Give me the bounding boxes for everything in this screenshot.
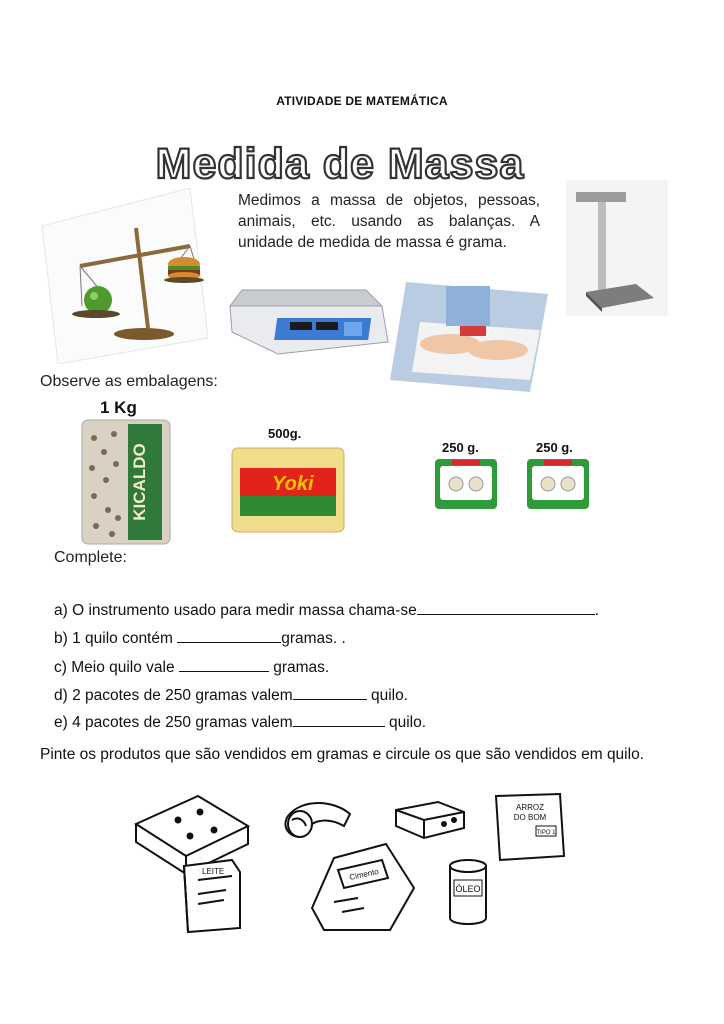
small-package-image-b [526, 458, 590, 510]
question-e-text: e) 4 pacotes de 250 gramas valem [54, 714, 293, 731]
question-b-text: b) 1 quilo contém [54, 630, 173, 647]
bean-bag-brand: KICALDO [130, 443, 149, 521]
small-package-image-a [434, 458, 498, 510]
document-header: ATIVIDADE DE MATEMÁTICA [276, 94, 448, 108]
question-e-tail: quilo. [388, 714, 427, 731]
question-a [54, 600, 599, 620]
exercise-prompt: Complete: [54, 549, 127, 566]
svg-text:TIPO 1: TIPO 1 [536, 830, 556, 836]
rice-bag-drawing[interactable] [496, 794, 564, 860]
question-e [54, 712, 426, 732]
package-weight-250g-b: 250 g. [536, 440, 573, 455]
platform-scale-image [566, 180, 668, 316]
question-b [54, 628, 346, 648]
question-e-blank[interactable] [293, 712, 385, 727]
popcorn-bag-image [230, 446, 346, 534]
svg-text:Cimento: Cimento [348, 866, 380, 882]
package-weight-250g-a: 250 g. [442, 440, 479, 455]
question-a-blank[interactable] [417, 600, 595, 615]
question-c-tail: gramas. [273, 659, 330, 676]
question-d-tail: quilo. [370, 687, 409, 704]
question-d [54, 685, 408, 705]
oil-can-drawing[interactable] [450, 860, 486, 924]
svg-text:ÓLEO: ÓLEO [455, 884, 481, 894]
question-a-text: a) O instrumento usado para medir massa chama-se [54, 602, 417, 619]
question-d-blank[interactable] [293, 685, 367, 700]
package-weight-500g: 500g. [268, 426, 302, 441]
digital-scale-image [226, 284, 392, 356]
balance-scale-image [40, 188, 208, 364]
question-b-blank[interactable] [177, 628, 281, 643]
packages-prompt: Observe as embalagens: [40, 373, 218, 390]
lesson-heading-text: Medida de Massa [155, 140, 525, 188]
bean-bag-image [78, 418, 174, 546]
svg-text:LEITE: LEITE [202, 867, 225, 876]
question-c [54, 657, 329, 677]
products-illustration [128, 790, 568, 936]
svg-text:DO BOM: DO BOM [513, 813, 547, 822]
svg-text:ARROZ: ARROZ [516, 803, 544, 812]
bathroom-scale-image [390, 282, 548, 392]
lesson-heading [140, 136, 540, 188]
activity-instruction: Pinte os produtos que são vendidos em gramas e circule os que são vendidos em quilo. [40, 746, 644, 763]
cement-bag-drawing[interactable] [312, 844, 414, 930]
cheese-drawing[interactable] [396, 802, 464, 838]
milk-carton-drawing[interactable] [184, 860, 240, 932]
question-c-blank[interactable] [179, 657, 269, 672]
package-weight-1kg: 1 Kg [100, 398, 137, 417]
question-d-text: d) 2 pacotes de 250 gramas valem [54, 687, 293, 704]
sausage-drawing[interactable] [285, 803, 350, 837]
popcorn-bag-brand: Yoki [272, 473, 314, 495]
intro-paragraph: Medimos a massa de objetos, pessoas, animais, etc. usando as balanças. A unidade de medida de massa é grama. [238, 192, 540, 251]
question-a-tail: . [594, 602, 599, 619]
question-b-tail: gramas. . [281, 630, 346, 647]
question-c-text: c) Meio quilo vale [54, 659, 175, 676]
